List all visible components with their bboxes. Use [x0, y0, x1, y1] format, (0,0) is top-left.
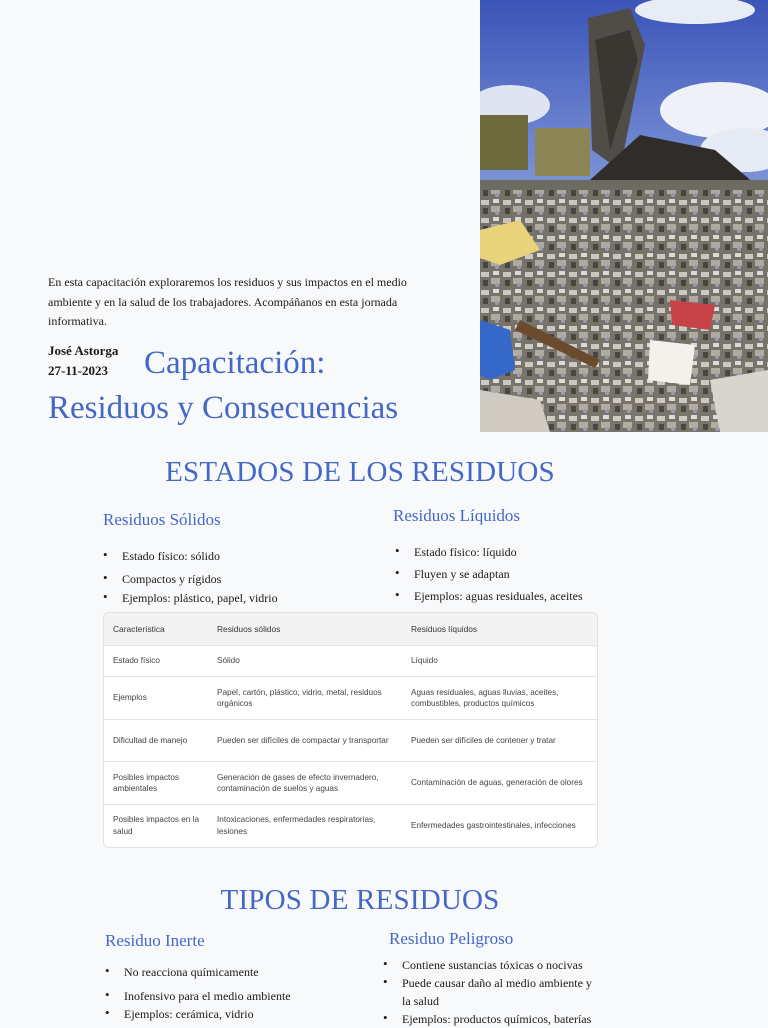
table-header-cell: Residuos líquidos [402, 613, 597, 646]
table-cell: Posibles impactos ambientales [104, 762, 208, 805]
list-item: • Contiene sustancias tóxicas o nocivas [383, 956, 603, 974]
list-item: • Estado físico: sólido [103, 548, 363, 564]
table-row [104, 646, 597, 677]
page-title-line2: Residuos y Consecuencias [48, 390, 399, 426]
tipos-heading: TIPOS DE RESIDUOS [220, 884, 500, 916]
comparison-table [103, 612, 598, 848]
inerte-list [105, 964, 365, 1022]
table-cell: Enfermedades gastrointestinales, infecciones [402, 805, 597, 847]
list-item: • Estado físico: líquido [395, 544, 625, 560]
table-cell: Generación de gases de efecto invernadero, contaminación de suelos y aguas [208, 762, 402, 805]
peligroso-list [383, 956, 603, 1028]
intro-text: En esta capacitación exploraremos los residuos y sus impactos en el medio ambiente y en la salud de los trabajadores. Acompáñanos en esta jornada informativa. [48, 275, 407, 328]
table-row [104, 677, 597, 720]
table-header-row [104, 613, 597, 646]
list-item: • Ejemplos: productos químicos, baterías [383, 1010, 603, 1028]
table-cell: Pueden ser difíciles de contener y tratar [402, 720, 597, 762]
presentation-date: 27-11-2023 [48, 363, 108, 378]
peligroso-title: Residuo Peligroso [389, 929, 514, 948]
page-title-line1: Capacitación: [144, 345, 326, 381]
table-cell: Sólido [208, 646, 402, 677]
estados-heading: ESTADOS DE LOS RESIDUOS [165, 456, 555, 488]
list-item: • Fluyen y se adaptan [395, 566, 625, 582]
inerte-title: Residuo Inerte [105, 931, 205, 950]
table-cell: Pueden ser difíciles de compactar y transportar [208, 720, 402, 762]
table-cell: Posibles impactos en la salud [104, 805, 208, 847]
table-header-cell: Residuos sólidos [208, 613, 402, 646]
solidos-list [103, 548, 363, 606]
list-item: • Ejemplos: cerámica, vidrio [105, 1006, 365, 1022]
list-item: • Compactos y rígidos [103, 571, 363, 587]
author-name: José Astorga [48, 343, 119, 358]
table-cell: Estado físico [104, 646, 208, 677]
table-row [104, 762, 597, 805]
table-header-cell: Característica [104, 613, 208, 646]
liquidos-title: Residuos Líquidos [393, 506, 521, 525]
author-block [48, 341, 118, 381]
table-cell: Aguas residuales, aguas lluvias, aceites, combustibles, productos químicos [402, 677, 597, 720]
table-cell: Intoxicaciones, enfermedades respiratorias, lesiones [208, 805, 402, 847]
table-row [104, 805, 597, 847]
table-cell: Contaminación de aguas, generación de olores [402, 762, 597, 805]
solidos-title: Residuos Sólidos [103, 510, 221, 529]
table-cell: Papel, cartón, plástico, vidrio, metal, residuos orgánicos [208, 677, 402, 720]
liquidos-list [395, 544, 625, 604]
list-item: • Puede causar daño al medio ambiente y la salud [383, 974, 603, 1010]
table-cell: Dificultad de manejo [104, 720, 208, 762]
list-item: • Inofensivo para el medio ambiente [105, 988, 365, 1004]
list-item: • Ejemplos: plástico, papel, vidrio [103, 590, 363, 606]
landfill-photo [480, 0, 768, 432]
list-item: • Ejemplos: aguas residuales, aceites [395, 588, 625, 604]
list-item: • No reacciona químicamente [105, 964, 365, 980]
table-cell: Ejemplos [104, 677, 208, 720]
table-row [104, 720, 597, 762]
table-cell: Líquido [402, 646, 597, 677]
